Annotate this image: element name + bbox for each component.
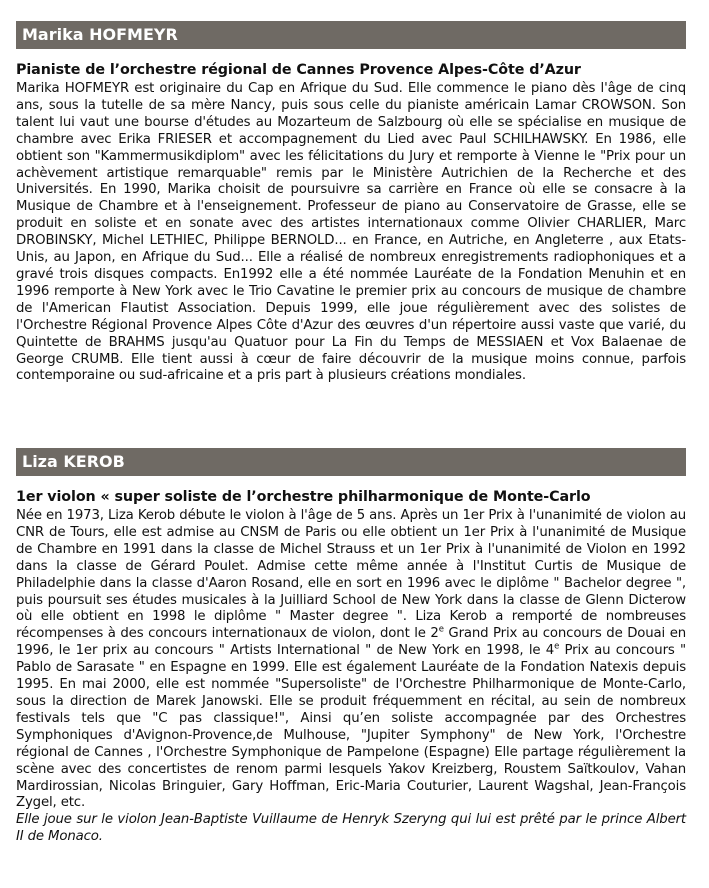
section-header <box>16 448 686 476</box>
profile-name: Liza KEROB <box>22 452 125 471</box>
bio-text: Marika HOFMEYR est originaire du Cap en Afrique du Sud. Elle commence le piano dès l'âge de cinq ans, sous la tutelle de sa mère Nancy, puis sous celle du pianiste américain Lamar CROWSON. Son talent lui vaut une bourse d'études au Mozarteum de Salzbourg où elle se spécialise en musique de chambre avec Erika FRIESER et accompagnement du Lied avec Paul SCHILHAWSKY. En 1986, elle obtient son "Kammermusikdiplom" avec les félicitations du Jury et remporte à Vienne le "Prix pour un achèvement artistique remarquable" remis par le Ministère Autrichien de la Recherche et des Universités. En 1990, Marika choisit de poursuivre sa carrière en France où elle se consacre à la Musique de Chambre et à l'enseignement. Professeur de piano au Conservatoire de Grasse, elle se produit en soliste et en sonate avec des artistes internationaux comme Olivier CHARLIER, Marc DROBINSKY, Michel LETHIEC, Philippe BERNOLD... en France, en Autriche, en Angleterre , aux Etats-Unis, au Japon, en Afrique du Sud... Elle a réalisé de nombreux enregistrements radiophoniques et a gravé trois disques compacts. En1992 elle a été nommée Lauréate de la Fondation Menuhin et en 1996 remporte à New York avec le Trio Cavatine le premier prix au concours de musique de chambre de l'American Flautist Association. Depuis 1999, elle joue régulièrement avec des solistes de l'Orchestre Régional Provence Alpes Côte d'Azur des œuvres d'un répertoire aussi vaste que varié, du Quintette de BRAHMS jusqu'au Quatuor pour La Fin du Temps de MESSIAEN et Vox Balaenae de George CRUMB. Elle tient aussi à cœur de faire découvrir de la musique moins connue, parfois contemporaine ou sud-africaine et a pris part à plusieurs créations mondiales. <box>16 81 686 384</box>
bio-text: Grand Prix au concours de Douai en 1996, le 1er prix au concours " Artists International " de New York en 1998, le 4 <box>16 626 686 659</box>
ordinal-superscript: e <box>554 641 560 652</box>
bio-text: Née en 1973, Liza Kerob débute le violon à l'âge de 5 ans. Après un 1er Prix à l'unanimité de violon au CNR de Tours, elle est admise au CNSM de Paris ou elle obtient un 1er Prix à l'unanimité de Musique de Chambre en 1991 dans la classe de Michel Strauss et un 1er Prix à l'unanimité de Violon en 1992 dans la classe de Gérard Poulet. Admise cette même année à l'Institut Curtis de Musique de Philadelphie dans la classe d'Aaron Rosand, elle en sort en 1996 avec le diplôme " Bachelor degree ", puis poursuit ses études musicales à la Juilliard School de New York dans la classe de Glenn Dicterow où elle obtient en 1998 le diplôme " Master degree ". Liza Kerob a remporté de nombreuses récompenses à des concours internationaux de violon, dont le 2 <box>16 508 686 642</box>
profile-note: Elle joue sur le violon Jean-Baptiste Vuillaume de Henryk Szeryng qui lui est prêté par le prince Albert II de Monaco. <box>16 812 686 845</box>
profile-marika-hofmeyr <box>16 21 686 385</box>
profile-role: Pianiste de l’orchestre régional de Cannes Provence Alpes-Côte d’Azur <box>16 62 581 78</box>
profile-liza-kerob <box>16 448 686 846</box>
profile-bio <box>16 81 686 385</box>
profile-bio <box>16 508 686 812</box>
section-header <box>16 21 686 49</box>
bio-text: Prix au concours " Pablo de Sarasate " en Espagne en 1999. Elle est également Lauréate de la Fondation Natexis depuis 1995. En mai 2000, elle est nommée "Supersoliste" de l'Orchestre Philharmonique de Monte-Carlo, sous la direction de Marek Janowski. Elle se produit fréquemment en récital, au sein de nombreux festivals tels que "C pas classique!", Ainsi qu’en soliste accompagnée par des Orchestres Symphoniques d'Avignon-Provence,de Mulhouse, "Jupiter Symphony" de New York, l'Orchestre régional de Cannes , l'Orchestre Symphonique de Pampelone (Espagne) Elle partage régulièrement la scène avec des concertistes de renom parmi lesquels Yakov Kreizberg, Roustem Saïtkoulov, Vahan Mardirossian, Nicolas Bringuier, Gary Hoffman, Eric-Maria Couturier, Laurent Wagshal, Jean-François Zygel, etc. <box>16 643 686 811</box>
profile-name: Marika HOFMEYR <box>22 25 178 44</box>
ordinal-superscript: e <box>438 624 444 635</box>
profile-role: 1er violon « super soliste de l’orchestre philharmonique de Monte-Carlo <box>16 489 591 505</box>
